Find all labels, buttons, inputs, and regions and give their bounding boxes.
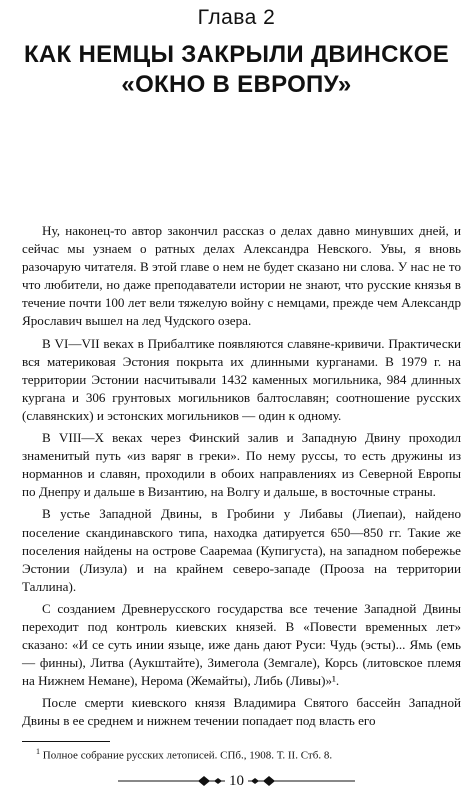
chapter-title bbox=[0, 40, 473, 100]
chapter-title-line-1: КАК НЕМЦЫ ЗАКРЫЛИ ДВИНСКОЕ bbox=[23, 41, 450, 68]
body-text bbox=[22, 222, 461, 735]
footnote bbox=[22, 745, 461, 763]
paragraph: После смерти киевского князя Владимира Святого бассейн Западной Двины в ее среднем и нижнем течении попадает под власть его bbox=[22, 695, 461, 729]
page-footer bbox=[0, 770, 473, 792]
paragraph: В устье Западной Двины, в Гробини у Либавы (Лиепаи), найдено поселение скандинавского типа, находка датируется 650—850 гг. Такие же поселения найдены на острове Сааремаа (Купигуста), на западном побережье Эстонии (Лизула) и на крайнем северо-западе (Прооза на территории Таллина). bbox=[22, 506, 461, 594]
footnote-mark: 1 bbox=[36, 747, 40, 756]
paragraph: В VI—VII веках в Прибалтике появляются славяне-кривичи. Практически вся материковая Эстония покрыта их длинными курганами. В 1979 г. на территории Эстонии насчитывали 1432 каменных могильника, 984 длинных кургана и 306 грунтовых могильников балтославян; соотношение русских (славянских) и эстонских могильников — один к одному. bbox=[22, 335, 461, 423]
page-number: 10 bbox=[225, 770, 248, 792]
chapter-label: Глава 2 bbox=[197, 6, 276, 29]
paragraph: В VIII—X веках через Финский залив и Западную Двину проходил знаменитый путь «из варяг в греки». По нему руссы, то есть дружины из норманнов и славян, проходили в обоих направлениях из Северной Европы по Днепру и дальше в Византию, на Волгу и дальше, в восточные страны. bbox=[22, 430, 461, 500]
footnote-text: Полное собрание русских летописей. СПб., 1908. Т. II. Стб. 8. bbox=[42, 749, 333, 762]
paragraph: Ну, наконец-то автор закончил рассказ о делах давно минувших дней, и сейчас мы узнаем о ратных делах Александра Невского. Увы, я вновь разочарую читателя. В этой главе о нем не будет сказано ни слова. У нас не то что любители, но даже преподаватели истории не знают, что русские князья в течение почти 100 лет вели тяжелую войну с немцами, прежде чем Александр Ярославич вышел на лед Чудского озера. bbox=[22, 223, 461, 329]
chapter-title-line-2: «ОКНО В ЕВРОПУ» bbox=[121, 71, 352, 98]
paragraph: С созданием Древнерусского государства все течение Западной Двины переходит под контроль киевских князей. В «Повести временных лет» сказано: «И се суть инии языце, иже дань дают Руси: Чудь (эсты)... Ямь (емь — финны), Литва (Аукштайте), Зимегола (Земгале), Корсь (литовское племя на Нижнем Немане), Нерома (Жемайты), Либь (Ливы)»¹. bbox=[22, 600, 461, 689]
footnote-divider bbox=[22, 741, 110, 742]
